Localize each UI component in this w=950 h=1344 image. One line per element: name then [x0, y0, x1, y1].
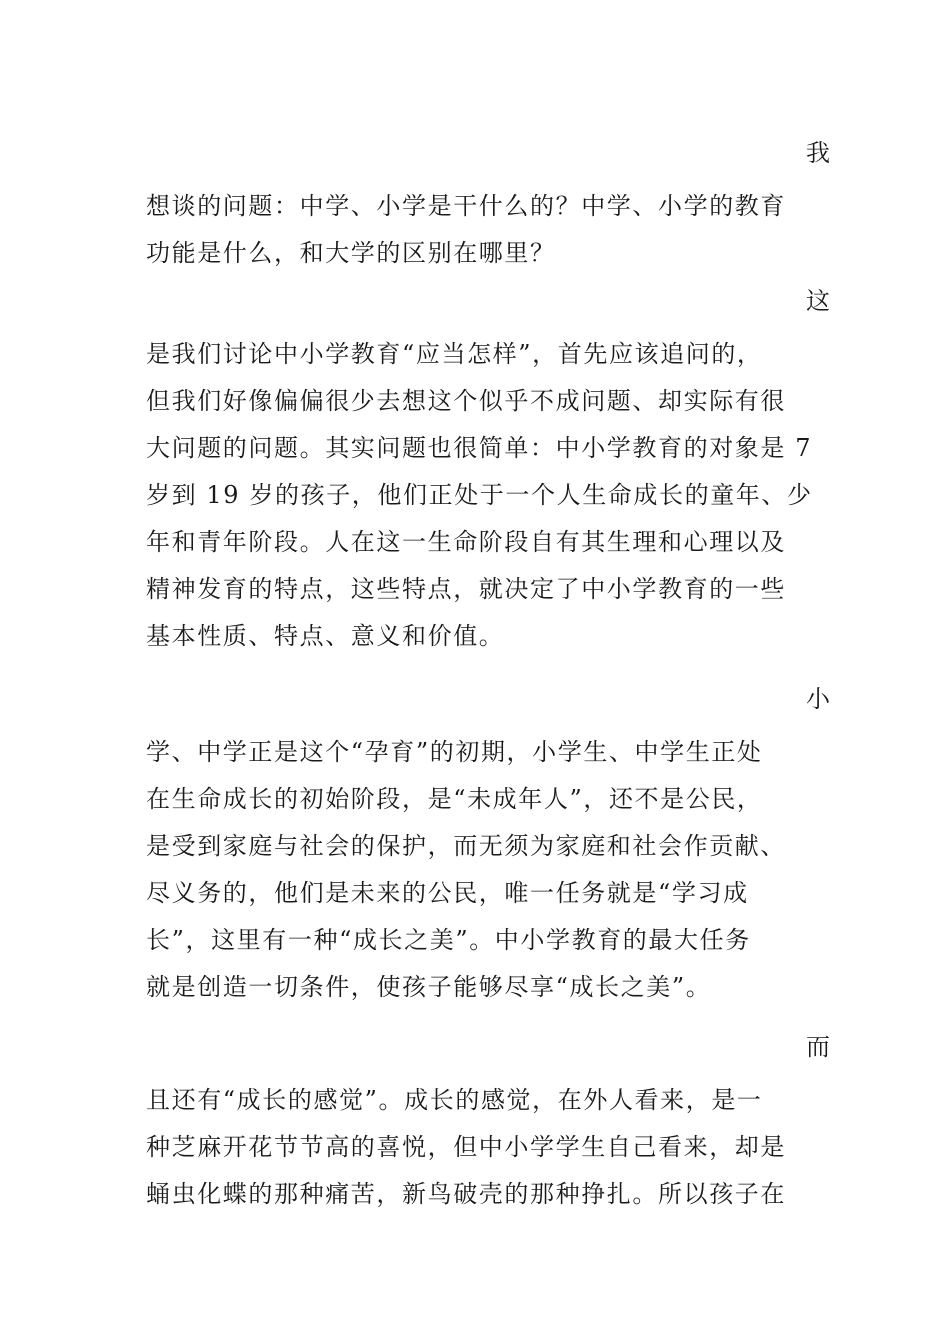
paragraph-lead-char: 小	[806, 685, 830, 713]
text-line: 功能是什么，和大学的区别在哪里？	[146, 239, 556, 267]
text-line: 但我们好像偏偏很少去想这个似乎不成问题、却实际有很	[146, 387, 786, 415]
text-line: 且还有“成长的感觉”。成长的感觉，在外人看来，是一	[146, 1086, 763, 1114]
text-line: 学、中学正是这个“孕育”的初期，小学生、中学生正处	[146, 738, 763, 766]
text-line: 精神发育的特点，这些特点，就决定了中小学教育的一些	[146, 575, 786, 603]
text-line: 在生命成长的初始阶段，是“未成年人”，还不是公民，	[146, 785, 763, 813]
paragraph-2	[146, 286, 836, 660]
text-line: 是受到家庭与社会的保护，而无须为家庭和社会作贡献、	[146, 832, 786, 860]
paragraph-lead-char: 而	[806, 1033, 830, 1061]
paragraph-1	[146, 138, 836, 277]
text-line: 蛹虫化蝶的那种痛苦，新鸟破壳的那种挣扎。所以孩子在	[146, 1180, 786, 1208]
paragraph-lead-char: 这	[806, 287, 830, 315]
paragraph-lead-char: 我	[806, 139, 830, 167]
text-line: 是我们讨论中小学教育“应当怎样”，首先应该追问的，	[146, 340, 763, 368]
text-line: 想谈的问题：中学、小学是干什么的？中学、小学的教育	[146, 192, 786, 220]
text-line: 长”，这里有一种“成长之美”。中小学教育的最大任务	[146, 926, 751, 954]
paragraph-3	[146, 684, 836, 1011]
text-line: 大问题的问题。其实问题也很简单：中小学教育的对象是 7	[146, 434, 813, 462]
text-line: 年和青年阶段。人在这一生命阶段自有其生理和心理以及	[146, 528, 786, 556]
paragraph-4	[146, 1032, 836, 1218]
text-line: 岁到 19 岁的孩子，他们正处于一个人生命成长的童年、少	[146, 481, 813, 509]
text-line: 尽义务的，他们是未来的公民，唯一任务就是“学习成	[146, 879, 749, 907]
text-line: 基本性质、特点、意义和价值。	[146, 622, 505, 650]
text-line: 就是创造一切条件，使孩子能够尽享“成长之美”。	[146, 973, 712, 1001]
text-line: 种芝麻开花节节高的喜悦，但中小学学生自己看来，却是	[146, 1133, 786, 1161]
